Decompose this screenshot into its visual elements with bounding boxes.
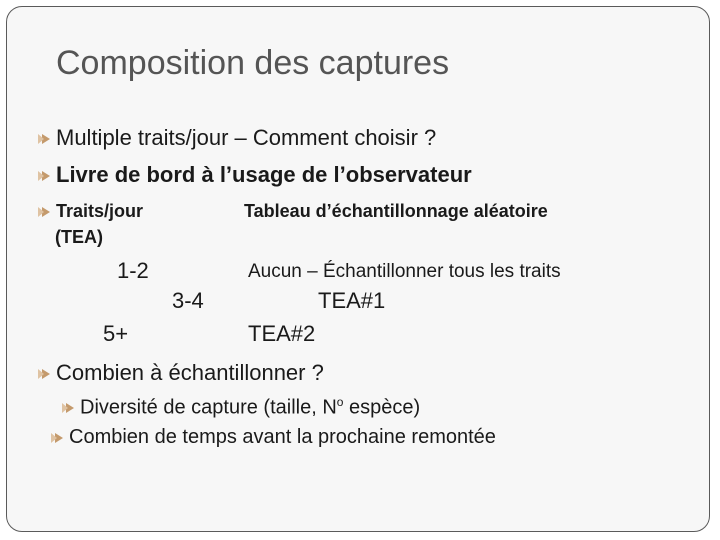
bullet-arrow-icon: [66, 403, 74, 413]
sub-bullet-time: [55, 426, 496, 449]
superscript-o: o: [336, 395, 344, 409]
slide-title: Composition des captures: [56, 44, 450, 82]
sub-bullet-diversity: [66, 395, 420, 420]
bullet-arrow-icon: [42, 369, 50, 379]
bullet-arrow-icon: [42, 134, 50, 144]
table-header-right: Tableau d’échantillonnage aléatoire: [244, 201, 548, 221]
bullet-arrow-icon: [55, 433, 63, 443]
bullet-text: Multiple traits/jour – Comment choisir ?: [56, 125, 437, 150]
row3-left: 5+: [103, 321, 129, 346]
bullet-text: Livre de bord à l’usage de l’observateur: [56, 162, 472, 187]
bullet-line-multiple-traits: [42, 125, 436, 151]
row2-right: TEA#1: [318, 288, 386, 313]
sub-bullet-text: Combien de temps avant la prochaine remontée: [69, 426, 496, 448]
bullet-arrow-icon: [42, 171, 50, 181]
bullet-line-how-many: [42, 360, 324, 386]
table-header-left: [42, 201, 143, 222]
sub-bullet-text-part2: espèce): [343, 396, 421, 419]
row3-right: TEA#2: [248, 321, 316, 346]
bullet-text: Combien à échantillonner ?: [56, 360, 324, 385]
bullet-arrow-icon: [42, 207, 50, 217]
table-header-left-line1: Traits/jour: [56, 201, 144, 221]
bullet-line-logbook: [42, 162, 472, 188]
row1-right: Aucun – Échantillonner tous les traits: [248, 261, 561, 282]
sub-bullet-text-part1: Diversité de capture (taille, N: [80, 396, 337, 419]
row2-left: 3-4: [172, 288, 204, 313]
row1-left: 1-2: [117, 258, 149, 283]
table-header-left-line2: (TEA): [55, 227, 103, 247]
